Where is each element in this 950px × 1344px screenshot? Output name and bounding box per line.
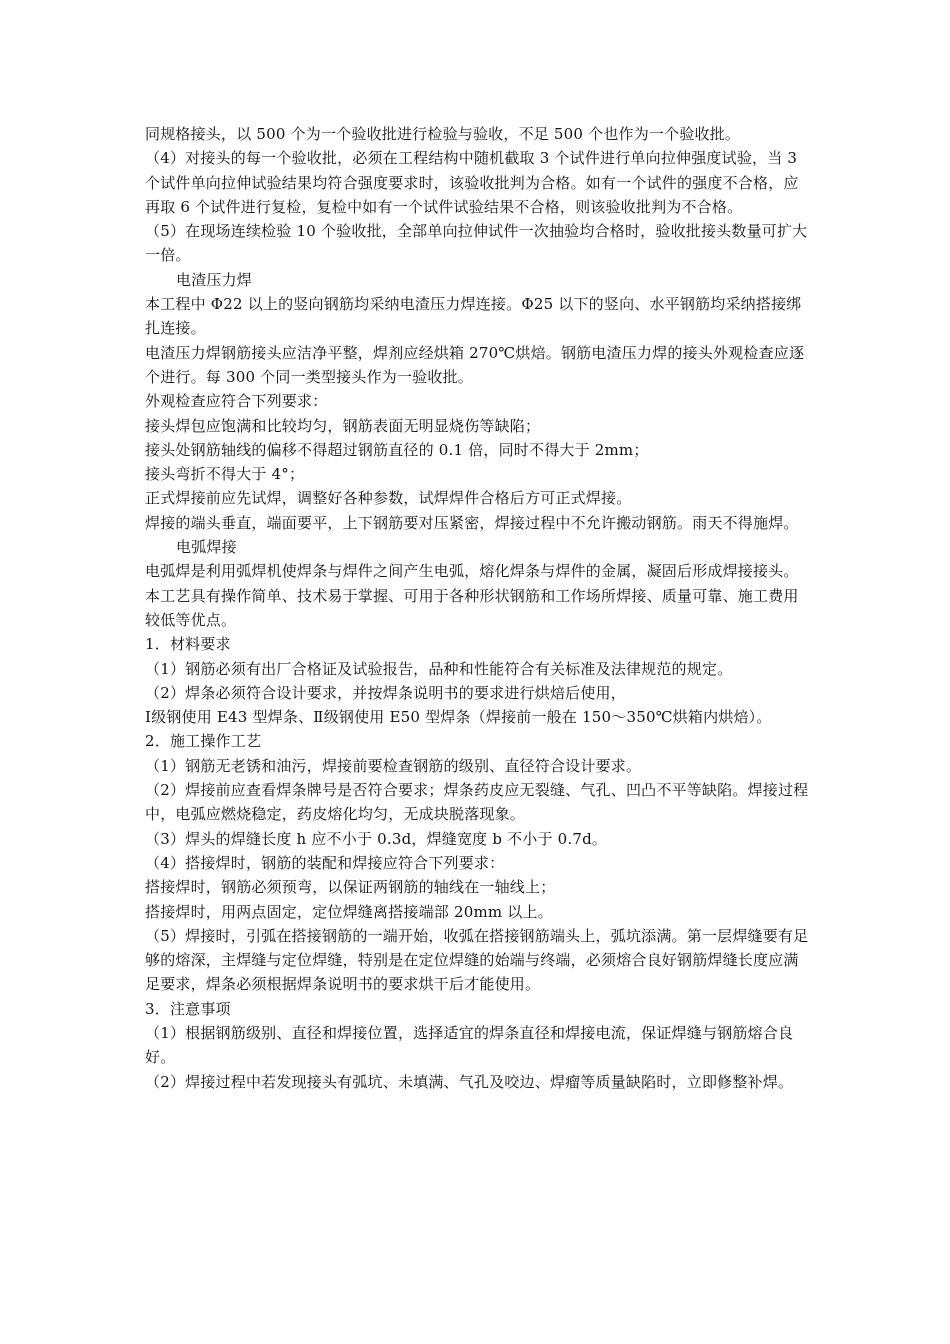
paragraph: 电弧焊是利用弧焊机使焊条与焊件之间产生电弧，熔化焊条与焊件的金属，凝固后形成焊接接头。本工艺具有操作简单、技术易于掌握、可用于各种形状钢筋和工作场所焊接、质量可靠、施工费用较低等优点。 [145, 562, 799, 629]
paragraph: （2）焊接过程中若发现接头有弧坑、未填满、气孔及咬边、焊瘤等质量缺陷时，立即修整补焊。 [145, 1072, 794, 1091]
paragraph: 正式焊接前应先试焊，调整好各种参数，试焊焊件合格后方可正式焊接。 [145, 489, 632, 508]
paragraph: （1）钢筋必须有出厂合格证及试验报告，品种和性能符合有关标准及法律规范的规定。 [145, 659, 733, 678]
document-body [145, 122, 810, 1094]
paragraph: （4）搭接焊时，钢筋的装配和焊接应符合下列要求： [145, 853, 505, 872]
paragraph: 接头处钢筋轴线的偏移不得超过钢筋直径的 0.1 倍，同时不得大于 2mm； [145, 440, 649, 459]
paragraph: （5）在现场连续检验 10 个验收批，全部单向拉伸试件一次抽验均合格时，验收批接头数量可扩大一倍。 [145, 222, 808, 265]
paragraph: （2）焊条必须符合设计要求，并按焊条说明书的要求进行烘焙后使用， [145, 683, 626, 702]
paragraph: （2）焊接前应查看焊条牌号是否符合要求；焊条药皮应无裂缝、气孔、凹凸不平等缺陷。焊接过程中，电弧应燃烧稳定，药皮熔化均匀，无成块脱落现象。 [145, 781, 809, 824]
paragraph: （5）焊接时，引弧在搭接钢筋的一端开始，收弧在搭接钢筋端头上，弧坑添满。第一层焊缝要有足够的熔深，主焊缝与定位焊缝，特别是在定位焊缝的始端与终端，必须熔合良好钢筋焊缝长度应满足要求，焊条必须根据焊条说明书的要求烘干后才能使用。 [145, 926, 809, 994]
paragraph: 焊接的端头垂直，端面要平，上下钢筋要对压紧密，焊接过程中不允许搬动钢筋。雨天不得施焊。 [145, 513, 799, 532]
paragraph: 接头弯折不得大于 4°； [145, 465, 305, 484]
paragraph: （4）对接头的每一个验收批，必须在工程结构中随机截取 3 个试件进行单向拉伸强度试验，当 3 个试件单向拉伸试验结果均符合强度要求时，该验收批判为合格。如有一个试件的强度不合格，应再取 6 个试件进行复检，复检中如有一个试件试验结果不合格，则该验收批判为不合格。 [145, 149, 799, 216]
paragraph: 同规格接头，以 500 个为一个验收批进行检验与验收，不足 500 个也作为一个验收批。 [145, 125, 741, 143]
section-heading: 电渣压力焊 [176, 270, 253, 289]
paragraph: 外观检查应符合下列要求： [145, 392, 328, 411]
paragraph: （3）焊头的焊缝长度 h 应不小于 0.3d，焊缝宽度 b 不小于 0.7d。 [145, 829, 608, 848]
paragraph: （1）钢筋无老锈和油污，焊接前要检查钢筋的级别、直径符合设计要求。 [145, 756, 642, 775]
paragraph: Ⅰ级钢使用 E43 型焊条、Ⅱ级钢使用 E50 型焊条（焊接前一般在 150～350℃烘箱内烘焙）。 [145, 708, 772, 727]
paragraph: 电渣压力焊钢筋接头应洁净平整，焊剂应经烘箱 270℃烘焙。钢筋电渣压力焊的接头外观检查应逐个进行。每 300 个同一类型接头作为一验收批。 [145, 343, 805, 386]
paragraph: 接头焊包应饱满和比较均匀，钢筋表面无明显烧伤等缺陷； [145, 416, 541, 435]
paragraph: 搭接焊时，用两点固定，定位焊缝离搭接端部 20mm 以上。 [145, 902, 553, 921]
section-heading: 电弧焊接 [176, 538, 237, 557]
paragraph: 本工程中 Φ22 以上的竖向钢筋均采纳电渣压力焊连接。Φ25 以下的竖向、水平钢筋均采纳搭接绑扎连接。 [145, 295, 802, 338]
paragraph: （1）根据钢筋级别、直径和焊接位置，选择适宜的焊条直径和焊接电流，保证焊缝与钢筋熔合良好。 [145, 1023, 794, 1067]
paragraph: 搭接焊时，钢筋必须预弯，以保证两钢筋的轴线在一轴线上； [145, 878, 556, 897]
subheading: 3．注意事项 [145, 999, 231, 1018]
subheading: 1．材料要求 [145, 635, 231, 654]
subheading: 2．施工操作工艺 [145, 732, 262, 751]
